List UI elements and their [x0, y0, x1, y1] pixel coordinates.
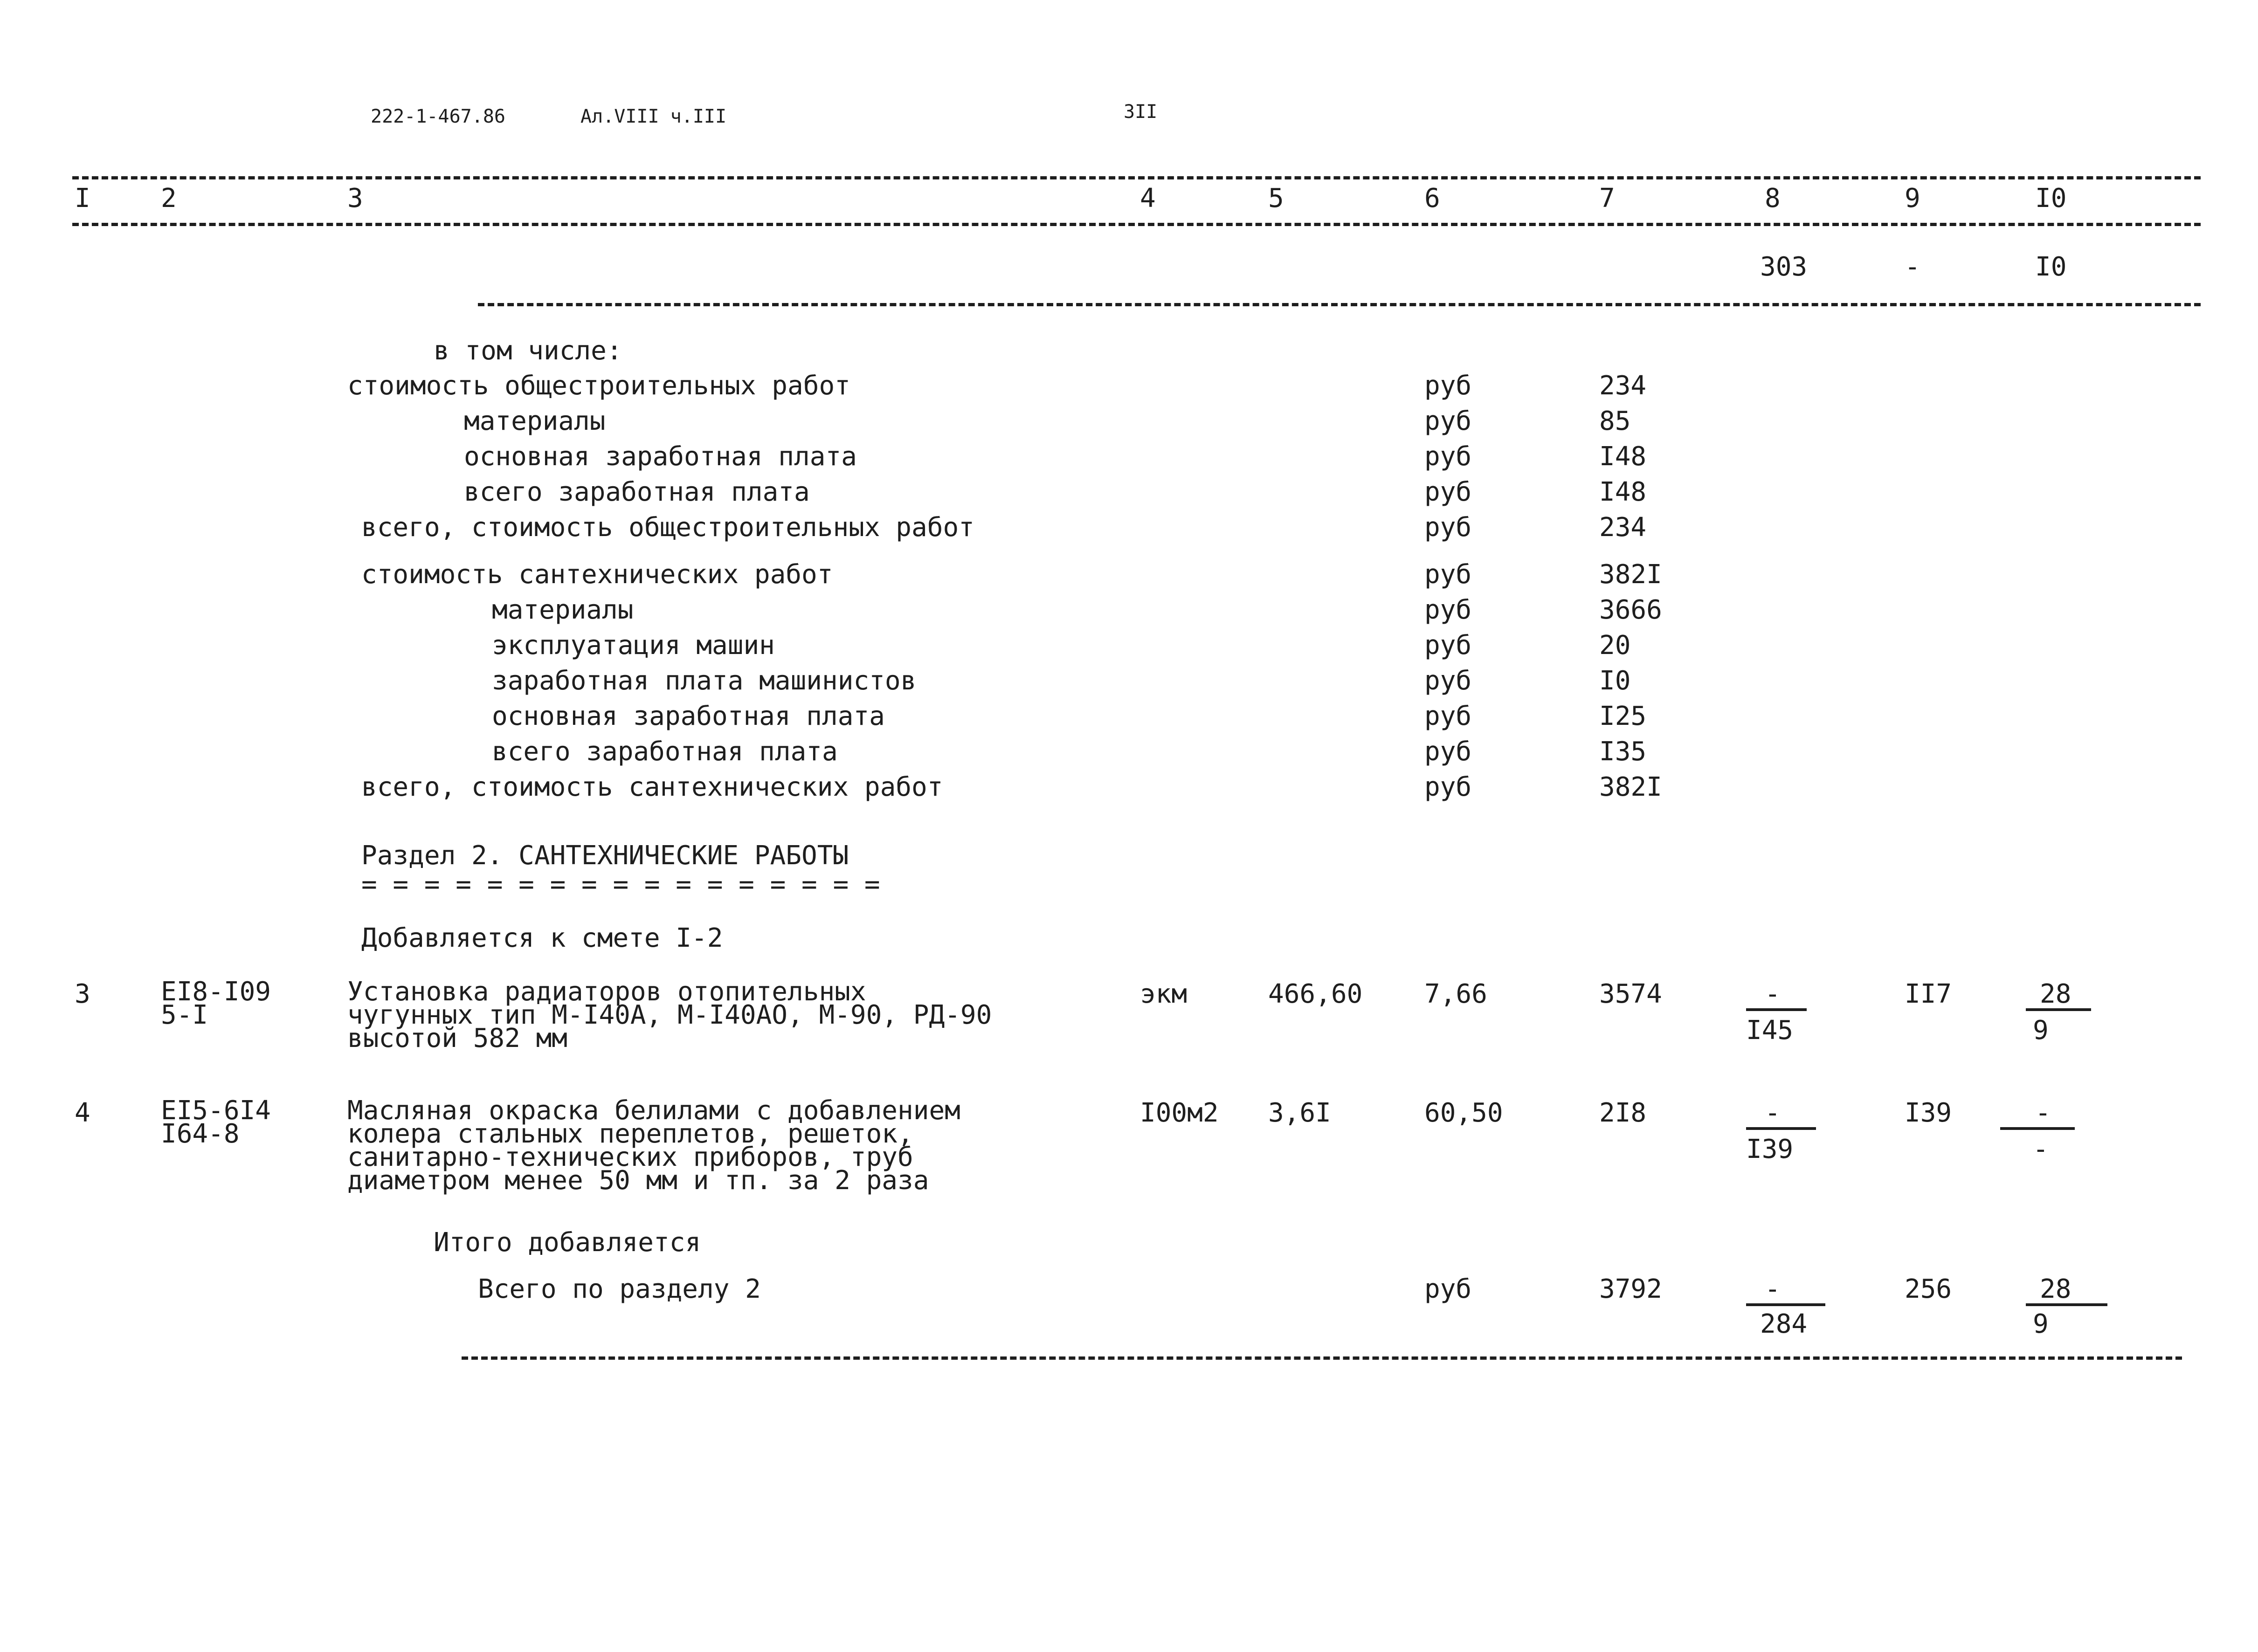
row-code-line: I64-8 [161, 1119, 240, 1149]
section-title-underline: = = = = = = = = = = = = = = = = = [361, 869, 880, 900]
general-works-title-value: 234 [1599, 371, 1647, 401]
row-description-line: санитарно-технических приборов, труб [347, 1142, 913, 1172]
section-total-col10-numerator: 28 [2040, 1274, 2072, 1304]
column-header-3: 3 [347, 183, 363, 213]
carry-over-col10: I0 [2035, 252, 2067, 282]
header-top-rule [72, 176, 2201, 179]
sanitary-works-item-value: 20 [1599, 630, 1631, 661]
row-quantity: 3,6I [1268, 1098, 1331, 1128]
row-code [161, 1095, 271, 1149]
section-total-col10-denominator: 9 [2033, 1309, 2049, 1339]
general-works-total-label: всего, стоимость общестроительных работ [361, 512, 974, 543]
carry-over-col9: - [1905, 252, 1920, 282]
column-header-2: 2 [161, 183, 177, 213]
section-total-col8-denominator: 284 [1760, 1309, 1808, 1339]
sanitary-works-item-value: I0 [1599, 666, 1631, 696]
sanitary-works-item-label: всего заработная плата [492, 737, 838, 767]
row-col8-denominator: I39 [1746, 1134, 1794, 1164]
row-code-line: EI5-6I4 [161, 1095, 271, 1126]
row-col9: I39 [1905, 1098, 1952, 1128]
section-total-col8-fraction-bar [1746, 1303, 1825, 1306]
row-description-line: Масляная окраска белилами с добавлением [347, 1095, 960, 1126]
row-col8-fraction-bar [1746, 1008, 1807, 1011]
column-header-4: 4 [1140, 183, 1156, 213]
row-col10-numerator: 28 [2040, 979, 2072, 1009]
section-total-col9: 256 [1905, 1274, 1952, 1304]
row-col10-numerator: - [2035, 1098, 2051, 1128]
row-description [347, 1095, 960, 1196]
sanitary-works-item-value: 3666 [1599, 595, 1662, 625]
row-quantity: 466,60 [1268, 979, 1363, 1009]
row-description-line: чугунных тип М-I40А, М-I40АО, М-90, РД-90 [347, 1000, 992, 1030]
section-title: Раздел 2. САНТЕХНИЧЕСКИЕ РАБОТЫ [361, 840, 849, 871]
sanitary-works-item-value: I35 [1599, 737, 1647, 767]
column-header-9: 9 [1905, 183, 1920, 213]
row-number: 4 [75, 1098, 90, 1128]
row-description-line: колера стальных переплетов, решеток, [347, 1119, 913, 1149]
added-to-estimate-label: Добавляется к смете I-2 [361, 923, 723, 953]
column-header-10: I0 [2035, 183, 2067, 213]
general-works-total-value: 234 [1599, 512, 1647, 543]
row-total-cost: 2I8 [1599, 1098, 1647, 1128]
row-unit: экм [1140, 979, 1188, 1009]
sanitary-works-item-unit: руб [1424, 595, 1472, 625]
sanitary-works-total-value: 382I [1599, 772, 1662, 802]
general-works-item-label: материалы [464, 406, 606, 436]
general-works-item-label: основная заработная плата [464, 441, 857, 472]
row-number: 3 [75, 979, 90, 1009]
column-header-7: 7 [1599, 183, 1615, 213]
sanitary-works-title-value: 382I [1599, 559, 1662, 590]
general-works-title: стоимость общестроительных работ [347, 371, 850, 401]
general-works-total-unit: руб [1424, 512, 1472, 543]
general-works-item-value: 85 [1599, 406, 1631, 436]
row-code-line: EI8-I09 [161, 977, 271, 1007]
sanitary-works-item-label: заработная плата машинистов [492, 666, 917, 696]
row-unit-price: 60,50 [1424, 1098, 1503, 1128]
sanitary-works-item-unit: руб [1424, 737, 1472, 767]
general-works-item-label: всего заработная плата [464, 477, 810, 507]
sanitary-works-item-label: материалы [492, 595, 634, 625]
row-col10-fraction-bar [2000, 1127, 2075, 1130]
row-col8-denominator: I45 [1746, 1015, 1794, 1046]
sanitary-works-item-value: I25 [1599, 701, 1647, 731]
in-that-number-label: в том числе: [434, 336, 622, 366]
row-description-line: Установка радиаторов отопительных [347, 977, 866, 1007]
general-works-item-unit: руб [1424, 406, 1472, 436]
general-works-item-value: I48 [1599, 477, 1647, 507]
row-description-line: высотой 582 мм [347, 1023, 568, 1053]
column-header-6: 6 [1424, 183, 1440, 213]
sanitary-works-total-unit: руб [1424, 772, 1472, 802]
column-header-1: I [75, 183, 90, 213]
sanitary-works-item-unit: руб [1424, 701, 1472, 731]
row-col10-denominator: - [2033, 1134, 2049, 1164]
section-total-unit: руб [1424, 1274, 1472, 1304]
row-unit-price: 7,66 [1424, 979, 1487, 1009]
row-unit: I00м2 [1140, 1098, 1219, 1128]
section-total-col8-numerator: - [1765, 1274, 1781, 1304]
general-works-item-unit: руб [1424, 441, 1472, 472]
section-total-label: Всего по разделу 2 [478, 1274, 761, 1304]
general-works-item-value: I48 [1599, 441, 1647, 472]
row-code [161, 977, 271, 1030]
carry-over-col8: 303 [1760, 252, 1808, 282]
section-end-rule [462, 1356, 2182, 1360]
carry-over-rule [478, 303, 2201, 306]
added-total-label: Итого добавляется [434, 1227, 701, 1258]
row-description [347, 977, 992, 1053]
album-reference: Ал.VIII ч.III [580, 106, 727, 127]
row-code-line: 5-I [161, 1000, 208, 1030]
sanitary-works-item-label: эксплуатация машин [492, 630, 775, 661]
sanitary-works-item-label: основная заработная плата [492, 701, 885, 731]
sanitary-works-title: стоимость сантехнических работ [361, 559, 833, 590]
sanitary-works-item-unit: руб [1424, 630, 1472, 661]
row-col8-fraction-bar [1746, 1127, 1816, 1130]
page-number: 3II [1124, 101, 1158, 123]
sanitary-works-title-unit: руб [1424, 559, 1472, 590]
row-col10-denominator: 9 [2033, 1015, 2049, 1046]
general-works-title-unit: руб [1424, 371, 1472, 401]
row-total-cost: 3574 [1599, 979, 1662, 1009]
sanitary-works-item-unit: руб [1424, 666, 1472, 696]
document-code: 222-1-467.86 [371, 106, 505, 127]
row-col9: II7 [1905, 979, 1952, 1009]
header-bottom-rule [72, 223, 2201, 226]
row-description-line: диаметром менее 50 мм и тп. за 2 раза [347, 1165, 929, 1196]
section-total-cost: 3792 [1599, 1274, 1662, 1304]
general-works-item-unit: руб [1424, 477, 1472, 507]
row-col8-numerator: - [1765, 979, 1781, 1009]
column-header-8: 8 [1765, 183, 1781, 213]
row-col8-numerator: - [1765, 1098, 1781, 1128]
column-header-5: 5 [1268, 183, 1284, 213]
sanitary-works-total-label: всего, стоимость сантехнических работ [361, 772, 943, 802]
section-total-col10-fraction-bar [2026, 1303, 2107, 1306]
row-col10-fraction-bar [2026, 1008, 2091, 1011]
